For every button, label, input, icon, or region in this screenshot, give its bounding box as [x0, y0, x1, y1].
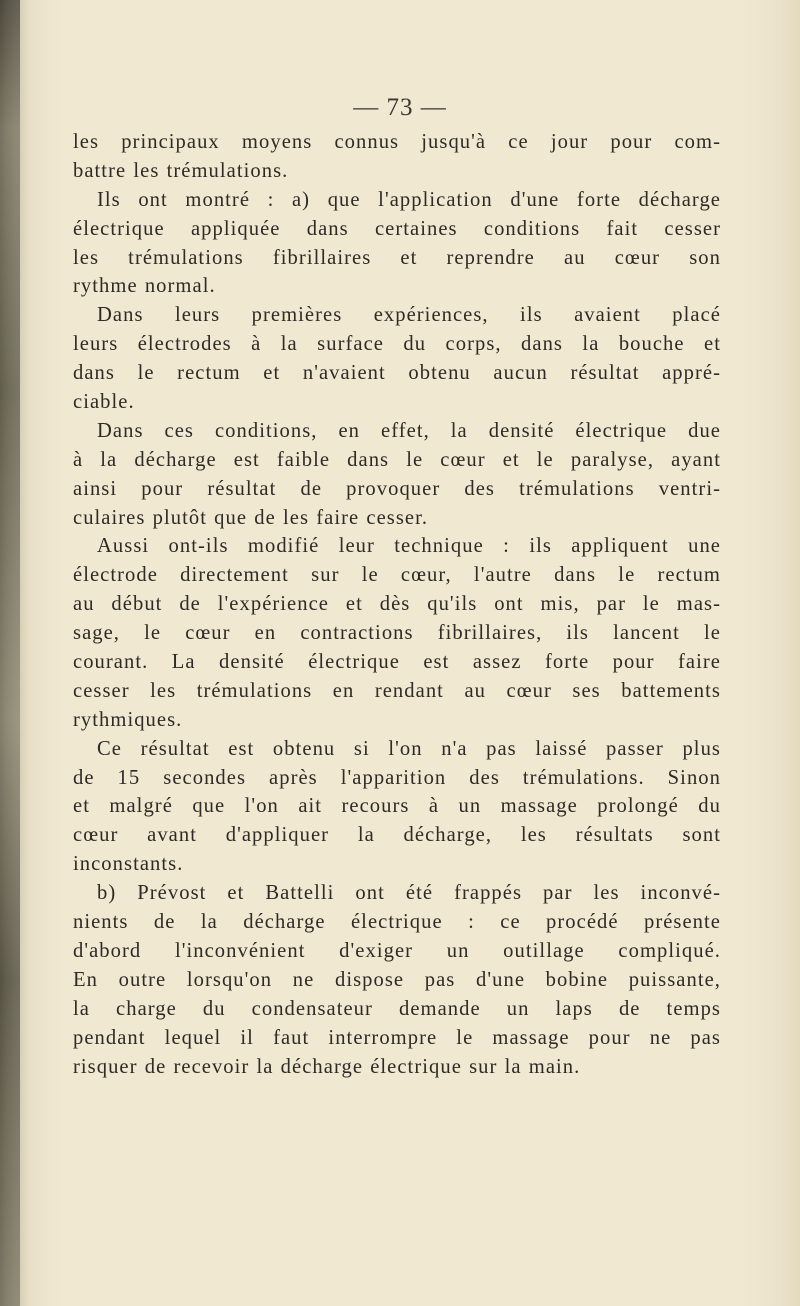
- text-line: Dans leurs premières expériences, ils avaient placé: [97, 304, 721, 327]
- text-line: cœur avant d'appliquer la décharge, les résultats sont: [73, 824, 721, 847]
- text-line: les principaux moyens connus jusqu'à ce jour pour com-: [73, 131, 721, 153]
- text-line: leurs électrodes à la surface du corps, dans la bouche et: [73, 333, 721, 356]
- body-text: [73, 128, 721, 1081]
- text-line: Dans ces conditions, en effet, la densité électrique due: [97, 419, 721, 442]
- text-line: ainsi pour résultat de provoquer des trémulations ventri-: [73, 477, 721, 500]
- text-line: à la décharge est faible dans le cœur et le paralyse, ayant: [73, 448, 721, 471]
- text-line: nients de la décharge électrique : ce procédé présente: [73, 911, 721, 934]
- text-line: pendant lequel il faut interrompre le massage pour ne pas: [73, 1026, 721, 1049]
- text-line: électrode directement sur le cœur, l'autre dans le rectum: [73, 564, 721, 587]
- text-line: En outre lorsqu'on ne dispose pas d'une bobine puissante,: [73, 968, 721, 991]
- text-line: les trémulations fibrillaires et reprendre au cœur son: [73, 246, 721, 269]
- text-line: de 15 secondes après l'apparition des trémulations. Sinon: [73, 766, 721, 789]
- text-line: b) Prévost et Battelli ont été frappés par les inconvé-: [97, 882, 721, 905]
- text-line: cesser les trémulations en rendant au cœur ses battements: [73, 679, 721, 702]
- text-line: risquer de recevoir la décharge électrique sur la main.: [73, 1055, 581, 1078]
- text-line: Ils ont montré : a) que l'application d'une forte décharge: [97, 188, 721, 211]
- text-line: d'abord l'inconvénient d'exiger un outillage compliqué.: [73, 939, 721, 962]
- text-line: rythmiques.: [73, 708, 183, 731]
- text-line: la charge du condensateur demande un laps de temps: [73, 997, 721, 1020]
- text-line: et malgré que l'on ait recours à un massage prolongé du: [73, 795, 721, 818]
- text-line: courant. La densité électrique est assez forte pour faire: [73, 651, 721, 674]
- text-line: électrique appliquée dans certaines conditions fait cesser: [73, 217, 721, 240]
- text-line: au début de l'expérience et dès qu'ils ont mis, par le mas-: [73, 593, 721, 616]
- text-line: inconstants.: [73, 853, 184, 876]
- text-line: Ce résultat est obtenu si l'on n'a pas laissé passer plus: [97, 737, 721, 760]
- page-number: — 73 —: [353, 94, 447, 121]
- text-line: Aussi ont-ils modifié leur technique : ils appliquent une: [97, 535, 721, 558]
- text-line: ciable.: [73, 391, 135, 414]
- text-line: sage, le cœur en contractions fibrillaires, ils lancent le: [73, 622, 721, 645]
- text-line: dans le rectum et n'avaient obtenu aucun résultat appré-: [73, 362, 721, 385]
- text-line: rythme normal.: [73, 275, 216, 298]
- text-line: culaires plutôt que de les faire cesser.: [73, 506, 429, 529]
- text-line: battre les trémulations.: [73, 159, 289, 182]
- book-spine-edge: [0, 0, 20, 1306]
